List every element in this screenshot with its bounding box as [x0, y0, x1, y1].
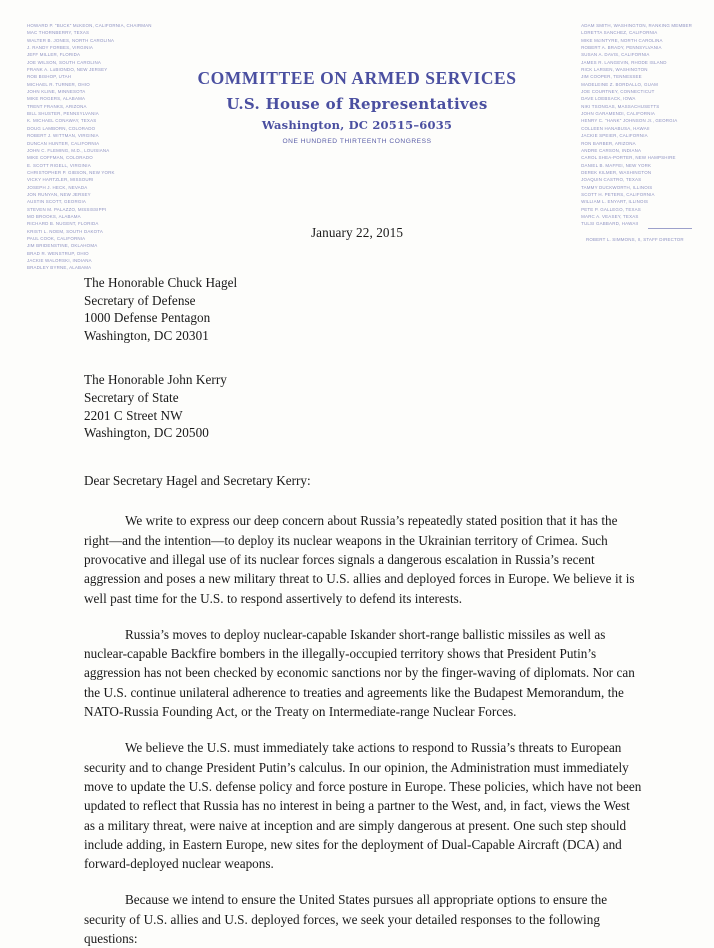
letter-paragraphs: [84, 511, 642, 948]
recipient-city-state-zip: Washington, DC 20500: [84, 425, 209, 441]
roster-member-name: SUSAN A. DAVIS, CALIFORNIA: [581, 52, 650, 58]
committee-title: COMMITTEE ON ARMED SERVICES: [197, 68, 517, 88]
roster-member-name: ROBERT A. BRADY, PENNSYLVANIA: [581, 45, 662, 51]
roster-member-name: WALTER B. JONES, NORTH CAROLINA: [27, 37, 115, 43]
roster-member-name: JEFF MILLER, FLORIDA: [27, 52, 81, 58]
roster-member-name: JIM BRIDENSTINE, OKLAHOMA: [27, 243, 98, 249]
roster-member-name: LORETTA SANCHEZ, CALIFORNIA: [581, 30, 658, 36]
roster-member-name: DUNCAN HUNTER, CALIFORNIA: [27, 140, 100, 146]
roster-member-name: CHRISTOPHER P. GIBSON, NEW YORK: [27, 169, 115, 175]
roster-member-name: COLLEEN HANABUSA, HAWAII: [581, 125, 650, 131]
letter-paragraph: We write to express our deep concern about Russia’s repeatedly stated position that it has the right—and the intention—to deploy its nuclear weapons in the Ukrainian territory of Crimea. Such provocative and illegal use of its nuclear forces signals a dangerous escalation in Russia’s recent aggression and poses a new military threat to U.S. allies and deployed forces in Europe. We believe it is well past time for the U.S. to respond assertively to defend its interests.: [84, 513, 635, 606]
roster-member-name: PAUL COOK, CALIFORNIA: [27, 235, 86, 241]
roster-member-name: DANIEL B. MAFFEI, NEW YORK: [581, 162, 652, 168]
roster-member-name: JOHN KLINE, MINNESOTA: [27, 89, 86, 95]
roster-member-name: NIKI TSONGAS, MASSACHUSETTS: [581, 103, 660, 109]
recipient-city-state-zip: Washington, DC 20301: [84, 327, 209, 343]
roster-member-name: ANDRE CARSON, INDIANA: [581, 147, 642, 153]
roster-member-name: JAMES R. LANGEVIN, RHODE ISLAND: [581, 59, 667, 65]
letter-paragraph: Because we intend to ensure the United States pursues all appropriate options to ensure the security of U.S. allies and U.S. deployed forces, we seek your detailed responses to the following questions:: [84, 892, 608, 946]
recipient-name: The Honorable Chuck Hagel: [84, 275, 238, 290]
roster-member-name: RON BARBER, ARIZONA: [581, 140, 636, 146]
roster-member-name: HENRY C. "HANK" JOHNSON Jr., GEORGIA: [581, 118, 678, 124]
roster-member-name: JOE COURTNEY, CONNECTICUT: [581, 89, 655, 95]
staff-director-name: ROBERT L. SIMMONS, II, STAFF DIRECTOR: [586, 237, 684, 242]
roster-member-name: HOWARD P. "BUCK" McKEON, CALIFORNIA, CHAIRMAN: [27, 23, 152, 28]
roster-member-name: MADELEINE Z. BORDALLO, GUAM: [581, 81, 658, 87]
roster-member-name: BRAD R. WENSTRUP, OHIO: [27, 250, 89, 256]
roster-member-name: MIKE ROGERS, ALABAMA: [27, 96, 86, 102]
roster-member-name: JACKIE WALORSKI, INDIANA: [27, 258, 92, 263]
recipient-address-blocks: [84, 274, 642, 442]
roster-member-name: JACKIE SPEIER, CALIFORNIA: [581, 133, 648, 139]
roster-member-name: RICHARD B. NUGENT, FLORIDA: [27, 221, 99, 227]
roster-member-name: J. RANDY FORBES, VIRGINIA: [27, 45, 94, 51]
roster-member-name: JOHN C. FLEMING, M.D., LOUISIANA: [27, 147, 110, 153]
recipient-title: Secretary of State: [84, 389, 179, 405]
roster-member-name: DAVE LOEBSACK, IOWA: [581, 96, 636, 102]
roster-member-name: DEREK KILMER, WASHINGTON: [581, 169, 652, 175]
roster-member-name: ROB BISHOP, UTAH: [27, 74, 72, 80]
roster-member-name: CAROL SHEA-PORTER, NEW HAMPSHIRE: [581, 155, 676, 161]
letter-paragraph: We believe the U.S. must immediately take actions to respond to Russia’s threats to European security and to change President Putin’s calculus. In our opinion, the Administration must immediately move to update the U.S. defense policy and force posture in Europe. These policies, which have not been updated to reflect that Russia has no interest in being a partner to the West, and, in fact, views the West as a military threat, were naive at inception and are simply dangerous at present. One such step should include adding, in Eastern Europe, new sites for the deployment of Dual-Capable Aircraft (DCA) and forward-deployed nuclear weapons.: [84, 740, 642, 872]
recipient-address: [84, 371, 642, 441]
city-zip-line: Washington, DC 20515–6035: [261, 118, 453, 133]
recipient-address: [84, 274, 642, 344]
roster-member-name: WILLIAM L. ENYART, ILLINOIS: [581, 199, 649, 205]
roster-member-name: JOSEPH J. HECK, NEVADA: [27, 184, 88, 190]
roster-member-name: MAC THORNBERRY, TEXAS: [27, 30, 90, 36]
roster-member-name: JON RUNYAN, NEW JERSEY: [27, 191, 91, 197]
roster-member-name: STEVEN M. PALAZZO, MISSISSIPPI: [27, 206, 107, 212]
roster-member-name: KRISTI L. NOEM, SOUTH DAKOTA: [27, 228, 103, 234]
roster-member-name: BRADLEY BYRNE, ALABAMA: [27, 265, 92, 271]
recipient-street: 2201 C Street NW: [84, 407, 183, 423]
roster-member-name: TAMMY DUCKWORTH, ILLINOIS: [581, 184, 653, 190]
roster-member-name: JOE WILSON, SOUTH CAROLINA: [27, 59, 101, 65]
roster-member-name: E. SCOTT RIGELL, VIRGINIA: [27, 162, 91, 168]
roster-member-name: VICKY HARTZLER, MISSOURI: [27, 177, 94, 183]
roster-member-name: JIM COOPER, TENNESSEE: [581, 74, 642, 80]
roster-member-name: MARC A. VEASEY, TEXAS: [581, 213, 639, 219]
roster-member-name: MO BROOKS, ALABAMA: [27, 213, 81, 219]
letter-paragraph: Russia’s moves to deploy nuclear-capable Iskander short-range ballistic missiles as well as nuclear-capable Backfire bombers in the illegally-occupied territory shows that President Putin’s aggression has not been checked by economic sanctions nor by the finger-waving of diplomats. Nor can the U.S. continue unilateral adherence to treaties and agreements like the Budapest Memorandum, the NATO-Russia Founding Act, or the Treaty on Intermediate-range Nuclear Forces.: [84, 626, 635, 720]
roster-member-name: PETE P. GALLEGO, TEXAS: [581, 206, 641, 212]
recipient-street: 1000 Defense Pentagon: [84, 310, 211, 326]
roster-member-name: SCOTT H. PETERS, CALIFORNIA: [581, 191, 655, 197]
recipient-title: Secretary of Defense: [84, 292, 196, 308]
roster-member-name: TULSI GABBARD, HAWAII: [581, 221, 639, 227]
recipient-name: The Honorable John Kerry: [84, 372, 227, 388]
roster-member-name: JOHN GARAMENDI, CALIFORNIA: [581, 111, 656, 117]
salutation: Dear Secretary Hagel and Secretary Kerry:: [84, 472, 311, 488]
letterhead-masthead: [0, 68, 714, 145]
congress-number-line: ONE HUNDRED THIRTEENTH CONGRESS: [282, 138, 432, 146]
chamber-name: U.S. House of Representatives: [226, 95, 488, 114]
roster-member-name: K. MICHAEL CONAWAY, TEXAS: [27, 118, 97, 124]
roster-member-name: JOAQUIN CASTRO, TEXAS: [581, 177, 642, 183]
roster-member-name: MIKE COFFMAN, COLORADO: [27, 155, 93, 161]
roster-member-name: RICK LARSEN, WASHINGTON: [581, 67, 648, 73]
letter-date: January 22, 2015: [310, 225, 404, 240]
roster-member-name: ADAM SMITH, WASHINGTON, RANKING MEMBER: [581, 23, 692, 28]
roster-member-name: AUSTIN SCOTT, GEORGIA: [27, 199, 87, 205]
roster-member-name: BILL SHUSTER, PENNSYLVANIA: [27, 111, 99, 117]
roster-member-name: MICHAEL R. TURNER, OHIO: [27, 81, 90, 87]
roster-member-name: DOUG LAMBORN, COLORADO: [27, 125, 96, 131]
letter-body-area: [84, 274, 642, 948]
roster-member-name: MIKE McINTYRE, NORTH CAROLINA: [581, 37, 663, 43]
roster-member-name: ROBERT J. WITTMAN, VIRGINIA: [27, 133, 99, 139]
roster-member-name: FRANK A. LoBIONDO, NEW JERSEY: [27, 67, 108, 73]
roster-member-name: TRENT FRANKS, ARIZONA: [27, 103, 87, 109]
